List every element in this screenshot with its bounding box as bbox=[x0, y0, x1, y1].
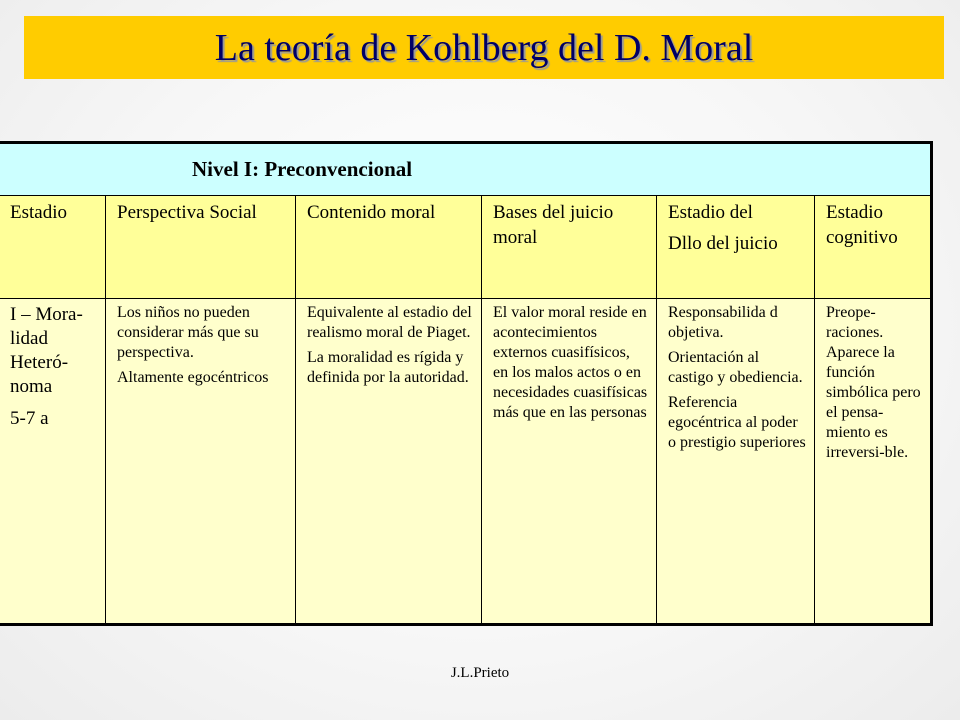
cell-contenido bbox=[296, 299, 482, 625]
header-perspectiva bbox=[106, 196, 296, 299]
contenido-text-1: Equivalente al estadio del realismo moral de Piaget. bbox=[307, 304, 472, 341]
contenido-text-2: La moralidad es rígida y definida por la autoridad. bbox=[307, 349, 469, 386]
header-estadio-dllo-line2: Dllo del juicio bbox=[668, 233, 778, 254]
cell-cognitivo bbox=[815, 299, 932, 625]
header-bases-label: Bases del juicio moral bbox=[493, 202, 614, 248]
header-perspectiva-label: Perspectiva Social bbox=[117, 202, 257, 223]
header-estadio-dllo bbox=[657, 196, 815, 299]
stage-name: I – Mora-lidad Heteró-noma bbox=[10, 304, 83, 397]
header-bases bbox=[482, 196, 657, 299]
bases-text: El valor moral reside en acontecimientos externos cuasifísicos, en los malos actos o en necesidades cuasifísicas más que en las personas bbox=[493, 304, 648, 421]
estadio-dllo-text-1: Responsabilida d objetiva. bbox=[668, 304, 778, 341]
stage-age: 5-7 a bbox=[10, 408, 49, 429]
cognitivo-text: Preope-raciones. Aparece la función simbólica pero el pensa-miento es irreversi-ble. bbox=[826, 304, 921, 461]
header-cognitivo bbox=[815, 196, 932, 299]
estadio-dllo-text-3: Referencia egocéntrica al poder o prestigio superiores bbox=[668, 394, 806, 451]
header-row bbox=[0, 196, 932, 299]
slide-title: La teoría de Kohlberg del D. Moral bbox=[214, 26, 754, 69]
stage-table bbox=[0, 141, 933, 626]
header-estadio-dllo-line1: Estadio del bbox=[668, 202, 753, 223]
header-estadio-label: Estadio bbox=[10, 202, 67, 223]
estadio-dllo-text-2: Orientación al castigo y obediencia. bbox=[668, 349, 803, 386]
level-title: Nivel I: Preconvencional bbox=[192, 157, 413, 181]
level-cell bbox=[0, 143, 932, 196]
header-estadio bbox=[0, 196, 106, 299]
perspectiva-text-1: Los niños no pueden considerar más que su perspectiva. bbox=[117, 304, 259, 361]
header-contenido-label: Contenido moral bbox=[307, 202, 436, 223]
perspectiva-text-2: Altamente egocéntricos bbox=[117, 369, 269, 386]
title-bar bbox=[24, 16, 944, 79]
level-row bbox=[0, 143, 932, 196]
stage-row bbox=[0, 299, 932, 625]
header-contenido bbox=[296, 196, 482, 299]
cell-bases bbox=[482, 299, 657, 625]
cell-perspectiva bbox=[106, 299, 296, 625]
header-cognitivo-label: Estadio cognitivo bbox=[826, 202, 898, 248]
footer-author: J.L.Prieto bbox=[450, 665, 510, 681]
cell-estadio bbox=[0, 299, 106, 625]
cell-estadio-dllo bbox=[657, 299, 815, 625]
